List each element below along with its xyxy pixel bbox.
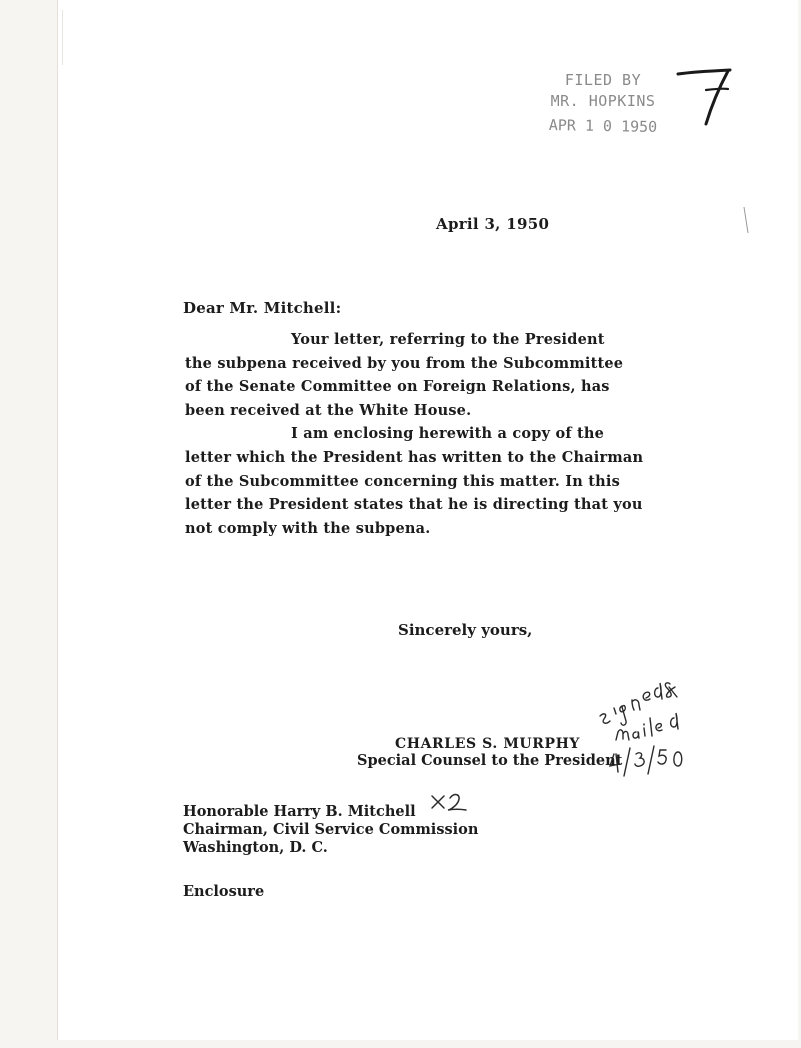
body-line: letter the President states that he is directing that you	[185, 496, 643, 514]
closing: Sincerely yours,	[398, 621, 533, 639]
faint-corner-mark	[62, 10, 133, 65]
body-line: Your letter, referring to the President	[291, 331, 605, 348]
filed-by-stamp	[548, 70, 658, 136]
body-line: been received at the White House.	[185, 401, 472, 419]
recipient-line: Washington, D. C.	[183, 839, 328, 856]
margin-tick-mark	[742, 205, 750, 235]
letter-body	[185, 328, 644, 540]
body-line: I am enclosing herewith a copy of the	[291, 425, 605, 443]
signer-title: Special Counsel to the President	[357, 752, 623, 769]
handwritten-x2-mark	[428, 790, 470, 812]
stamp-line-2: MR. HOPKINS	[550, 92, 656, 110]
letter-date: April 3, 1950	[436, 215, 550, 233]
enclosure-note: Enclosure	[183, 883, 265, 900]
body-line: of the Senate Committee on Foreign Relations, has	[185, 378, 610, 396]
stamp-date: APR 1 0 1950	[548, 116, 658, 136]
handwritten-file-number	[672, 60, 734, 128]
recipient-line: Honorable Harry B. Mitchell	[183, 803, 416, 820]
signer-name: CHARLES S. MURPHY	[395, 736, 581, 752]
body-line: the subpena received by you from the Subcommittee	[185, 354, 624, 372]
salutation: Dear Mr. Mitchell:	[183, 299, 342, 317]
recipient-line: Chairman, Civil Service Commission	[183, 821, 479, 838]
body-line: not comply with the subpena.	[185, 519, 431, 537]
body-line: of the Subcommittee concerning this matter. In this	[185, 472, 620, 490]
stamp-line-1: FILED BY	[564, 71, 642, 89]
body-line: letter which the President has written to the Chairman	[185, 448, 644, 466]
